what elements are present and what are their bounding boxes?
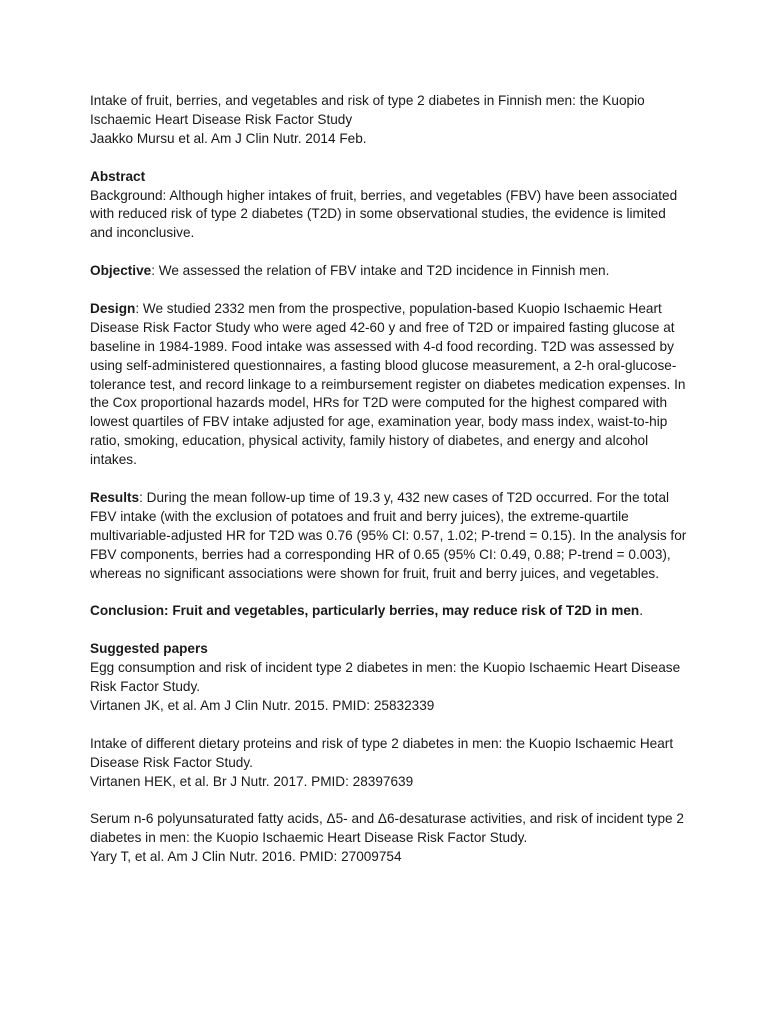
suggested-paper-citation: Yary T, et al. Am J Clin Nutr. 2016. PMID: 27009754 <box>90 849 402 865</box>
results-text: : During the mean follow-up time of 19.3 y, 432 new cases of T2D occurred. For the total FBV intake (with the exclusion of potatoes and fruit and berry juices), the extreme-quartile multivariable-adjusted HR for T2D was 0.76 (95% CI: 0.57, 1.02; P-trend = 0.15). In the analysis for FBV components, berries had a corresponding HR of 0.65 (95% CI: 0.49, 0.88; P-trend = 0.003), whereas no significant associations were shown for fruit, fruit and berry juices, and vegetables. <box>90 489 687 581</box>
abstract-background: Background: Although higher intakes of fruit, berries, and vegetables (FBV) have been associated with reduced risk of type 2 diabetes (T2D) in some observational studies, the evidence is limited and inconclusive. <box>90 187 678 241</box>
conclusion-end: . <box>639 603 643 619</box>
paper-header <box>90 92 690 149</box>
results-section <box>90 489 690 584</box>
paper-citation: Jaakko Mursu et al. Am J Clin Nutr. 2014 Feb. <box>90 130 367 146</box>
suggested-heading: Suggested papers <box>90 641 208 657</box>
suggested-paper-3 <box>90 810 690 867</box>
abstract-heading: Abstract <box>90 168 146 184</box>
objective-paragraph <box>90 262 690 281</box>
abstract-section <box>90 168 690 244</box>
design-text: : We studied 2332 men from the prospective, population-based Kuopio Ischaemic Heart Disease Risk Factor Study who were aged 42-60 y and free of T2D or impaired fasting glucose at baseline in 1984-1989. Food intake was assessed with 4-d food recording. T2D was assessed by using self-administered questionnaires, a fasting blood glucose measurement, a 2-h oral-glucose-tolerance test, and record linkage to a reimbursement register on diabetes medication expenses. In the Cox proportional hazards model, HRs for T2D were computed for the highest compared with lowest quartiles of FBV intake adjusted for age, examination year, body mass index, waist-to-hip ratio, smoking, education, physical activity, family history of diabetes, and energy and alcohol intakes. <box>90 300 686 468</box>
conclusion-text: Conclusion: Fruit and vegetables, particularly berries, may reduce risk of T2D in men <box>90 603 640 619</box>
design-label: Design <box>90 300 136 316</box>
objective-label: Objective <box>90 263 152 279</box>
paper-title: Intake of fruit, berries, and vegetables and risk of type 2 diabetes in Finnish men: the Kuopio Ischaemic Heart Disease Risk Factor Study <box>90 93 645 127</box>
suggested-paper-1 <box>90 640 690 716</box>
objective-text: : We assessed the relation of FBV intake and T2D incidence in Finnish men. <box>151 263 610 279</box>
suggested-paper-2 <box>90 735 690 792</box>
conclusion-paragraph <box>90 602 690 621</box>
suggested-paper-title[interactable]: Serum n-6 polyunsaturated fatty acids, Δ5- and Δ6-desaturase activities, and risk of incident type 2 diabetes in men: the Kuopio Ischaemic Heart Disease Risk Factor Study. <box>90 811 684 846</box>
results-paragraph <box>90 489 690 584</box>
suggested-paper-citation: Virtanen HEK, et al. Br J Nutr. 2017. PMID: 28397639 <box>90 773 414 789</box>
suggested-paper-citation: Virtanen JK, et al. Am J Clin Nutr. 2015. PMID: 25832339 <box>90 697 435 713</box>
results-label: Results <box>90 489 140 505</box>
suggested-paper-title[interactable]: Egg consumption and risk of incident type 2 diabetes in men: the Kuopio Ischaemic Heart Disease Risk Factor Study. <box>90 660 681 694</box>
design-section <box>90 300 690 470</box>
conclusion-section <box>90 602 690 621</box>
suggested-paper-title[interactable]: Intake of different dietary proteins and risk of type 2 diabetes in men: the Kuopio Ischaemic Heart Disease Risk Factor Study. <box>90 735 674 770</box>
objective-section <box>90 262 690 281</box>
document-page <box>90 92 690 886</box>
design-paragraph <box>90 300 690 470</box>
